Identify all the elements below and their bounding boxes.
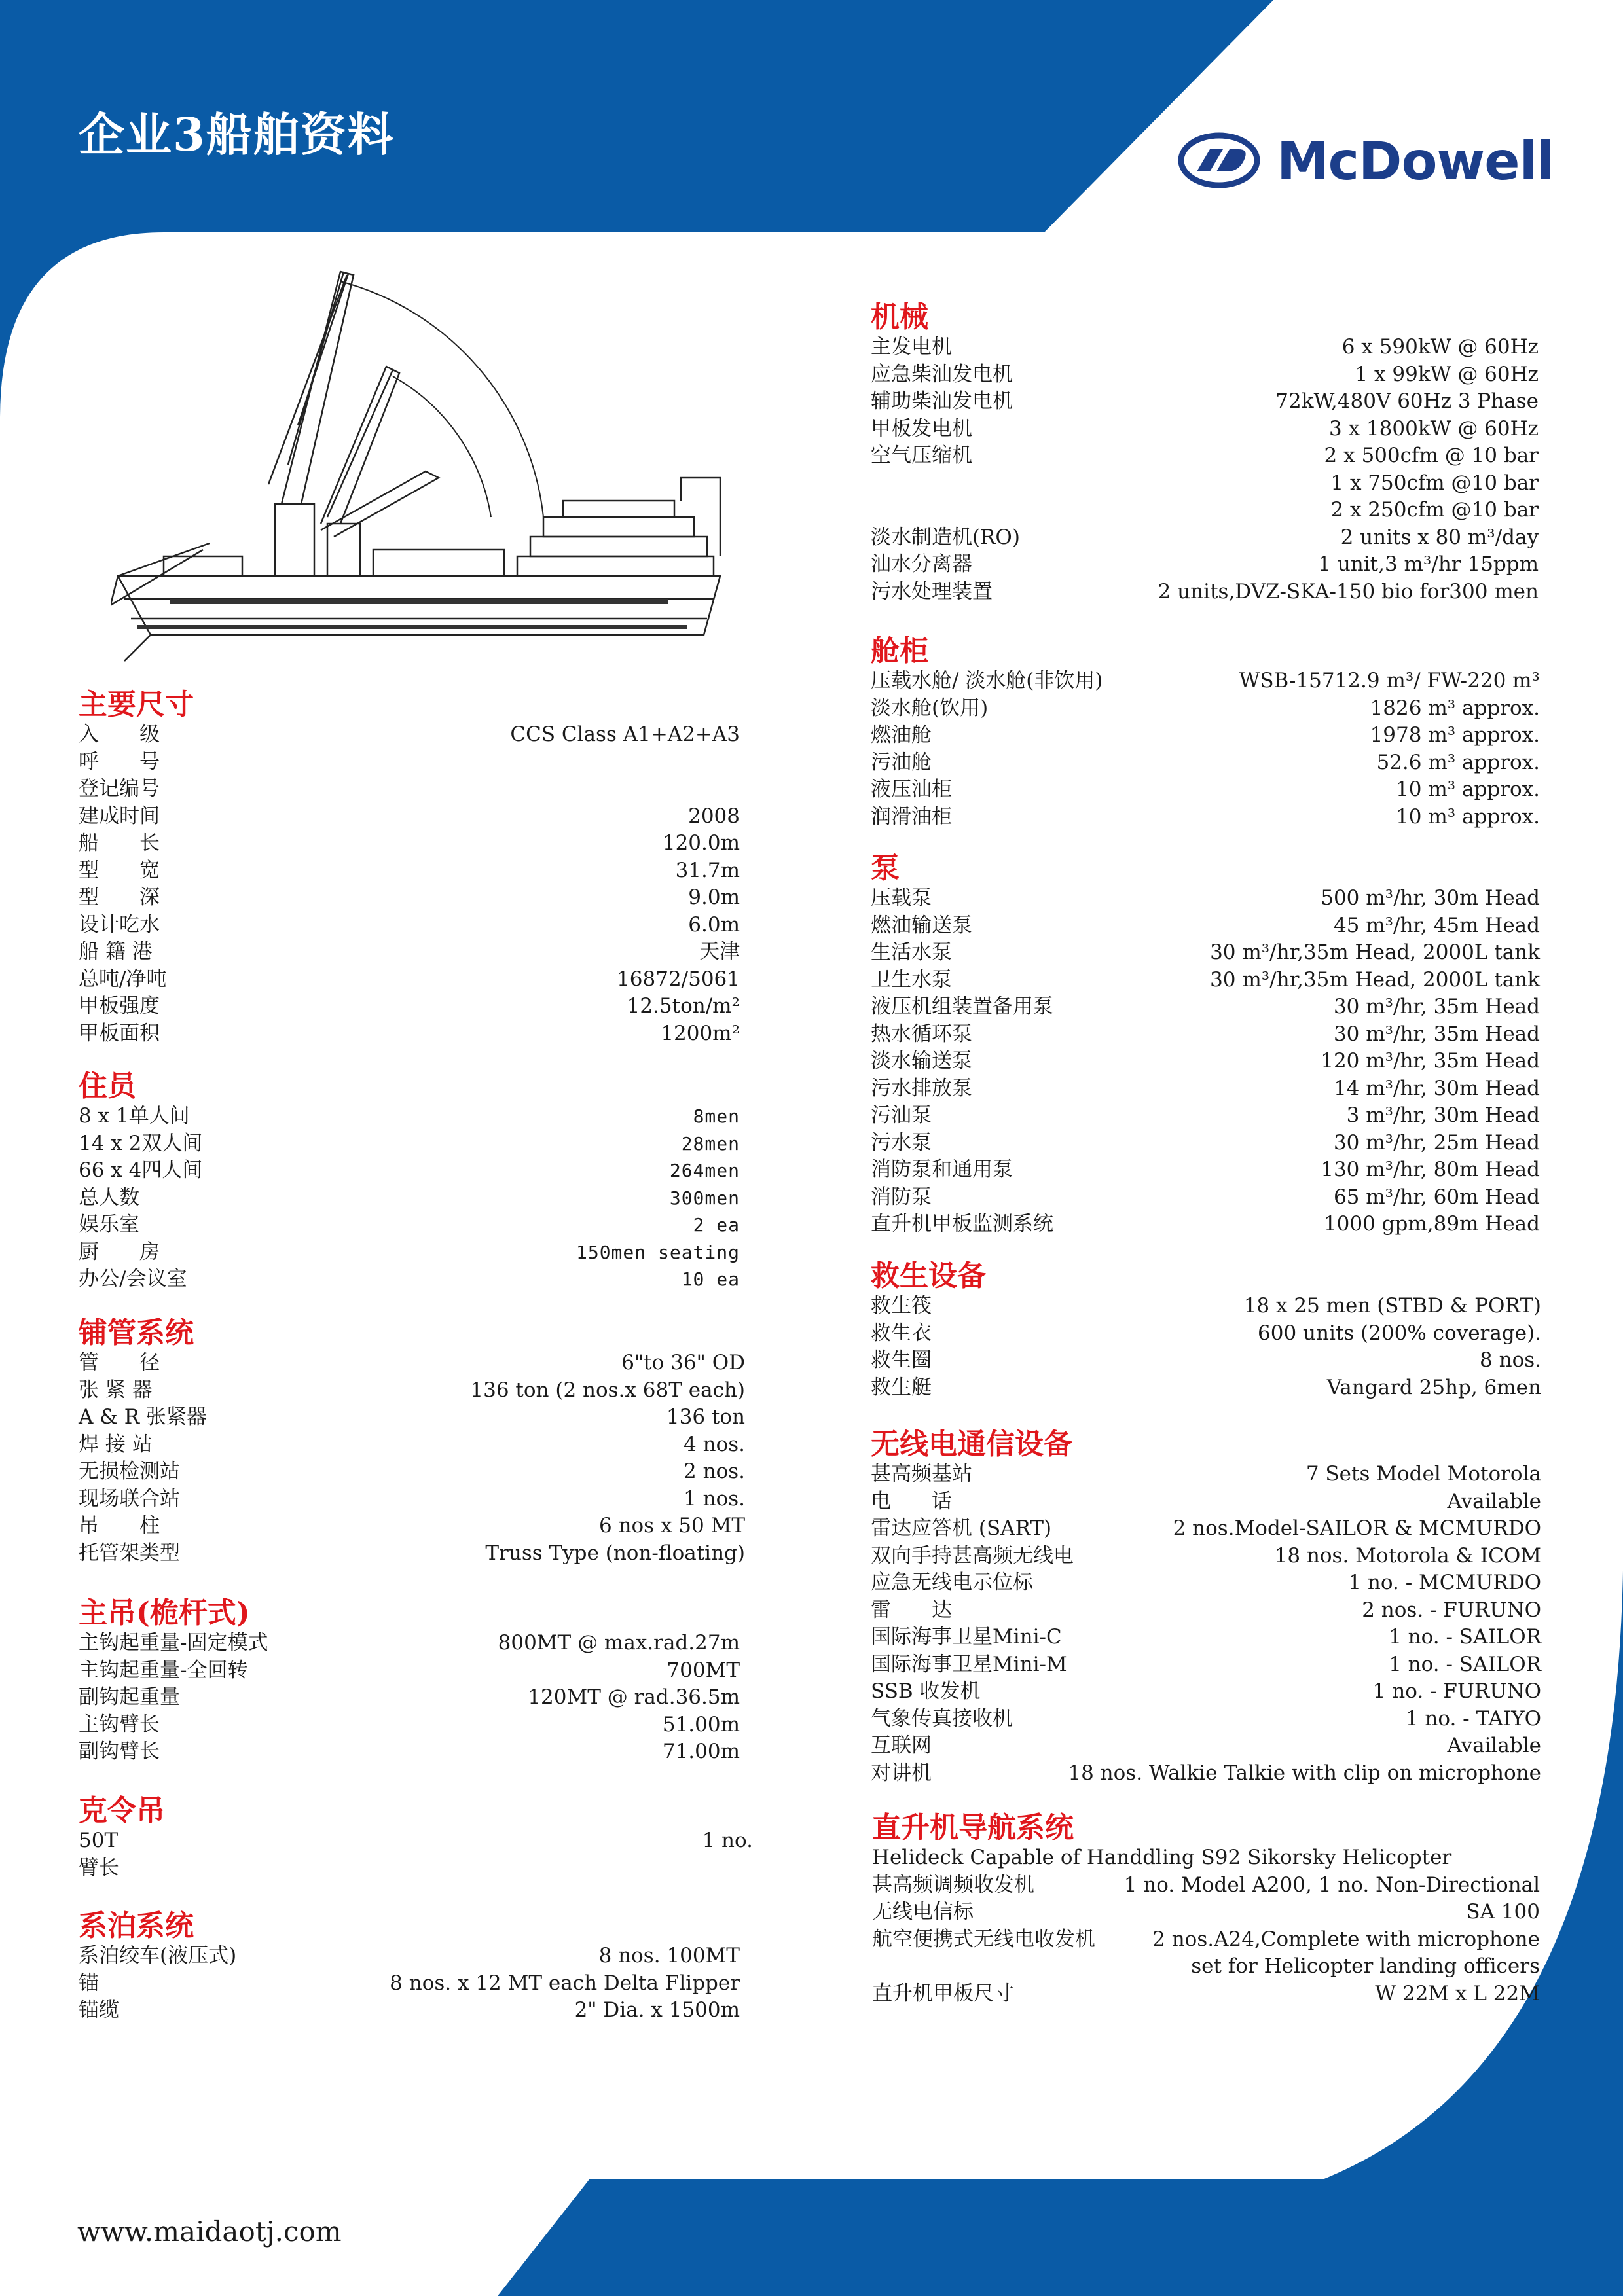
spec-row (871, 442, 1539, 470)
spec-value: SA 100 (1466, 1900, 1540, 1924)
spec-label: 污水排放泵 (871, 1076, 972, 1100)
spec-row (79, 1020, 740, 1048)
spec-row (79, 1513, 745, 1540)
spec-value: 30 m³/hr,35m Head, 2000L tank (1210, 941, 1540, 964)
spec-row (871, 885, 1540, 912)
spec-row (871, 1543, 1541, 1570)
section-main-crane (79, 1597, 740, 1766)
spec-label: 应急无线电示位标 (871, 1571, 1033, 1594)
spec-label: 锚 (79, 1971, 99, 1995)
spec-label: 救生艇 (871, 1375, 932, 1399)
spec-value: 1 no. - SAILOR (1389, 1652, 1541, 1676)
spec-label: A & R 张紧器 (79, 1405, 207, 1429)
spec-row (871, 776, 1540, 804)
spec-label: 总吨/净吨 (79, 967, 167, 991)
spec-value: 10 m³ approx. (1396, 778, 1540, 801)
spec-value: 1 no. - TAIYO (1405, 1706, 1541, 1731)
spec-value: 6 nos x 50 MT (598, 1514, 745, 1537)
spec-label: 液压机组装置备用泵 (871, 995, 1053, 1018)
section-title: 机械 (871, 300, 928, 334)
section-crane (79, 1795, 753, 1882)
spec-row (872, 1899, 1540, 1926)
spec-row (79, 1185, 740, 1212)
spec-label: 气象传真接收机 (871, 1706, 1013, 1731)
spec-value: 2 nos. - FURUNO (1362, 1598, 1541, 1622)
section-title: 直升机导航系统 (872, 1811, 1074, 1844)
spec-label: SSB 收发机 (871, 1679, 981, 1703)
spec-row (871, 1130, 1540, 1157)
spec-row (79, 857, 740, 885)
spec-row (79, 721, 740, 749)
spec-row (871, 1347, 1541, 1374)
spec-value: 8 nos. x 12 MT each Delta Flipper (390, 1971, 740, 1995)
spec-value: 120MT @ rad.36.5m (528, 1685, 740, 1709)
spec-value: 4 nos. (684, 1432, 745, 1456)
mcdowell-emblem-icon (1178, 131, 1264, 190)
spec-label: 应急柴油发电机 (871, 362, 1013, 386)
spec-label: 甚高频调频收发机 (872, 1873, 1034, 1897)
section-tanks (871, 635, 1540, 831)
spec-value: 2 x 250cfm @10 bar (1330, 498, 1539, 522)
spec-label: 入 级 (79, 723, 160, 746)
spec-value: 1 nos. (684, 1486, 745, 1511)
spec-row (79, 1827, 753, 1855)
spec-row (871, 1102, 1540, 1130)
spec-value: 150men seating (575, 1241, 740, 1263)
spec-row (79, 1266, 740, 1293)
spec-label: 呼 号 (79, 749, 160, 774)
spec-value: 130 m³/hr, 80m Head (1321, 1158, 1540, 1181)
spec-row (871, 1488, 1541, 1516)
spec-label: 消防泵 (871, 1185, 932, 1209)
section-title: 无线电通信设备 (871, 1427, 1072, 1461)
spec-value: 10 m³ approx. (1396, 804, 1540, 829)
spec-label: 副钩起重量 (79, 1685, 180, 1709)
spec-label: 污油舱 (871, 750, 932, 774)
spec-label: 淡水制造机(RO) (871, 525, 1020, 549)
spec-value: 51.00m (662, 1712, 740, 1736)
spec-label: 66 x 4四人间 (79, 1158, 203, 1182)
spec-row (79, 1738, 740, 1766)
spec-label: 电 话 (871, 1489, 952, 1513)
spec-label: 压载泵 (871, 886, 932, 910)
spec-row (79, 993, 740, 1020)
helideck-capability: Helideck Capable of Handdling S92 Sikorsky Helicopter (872, 1846, 1452, 1869)
spec-label: 淡水输送泵 (871, 1049, 972, 1073)
spec-label: 润滑油柜 (871, 804, 952, 829)
spec-value: 136 ton (2 nos.x 68T each) (470, 1378, 745, 1402)
spec-value: W 22M x L 22M (1375, 1981, 1540, 2005)
spec-value: 30 m³/hr, 35m Head (1333, 1022, 1540, 1046)
spec-value: 1 no. (702, 1829, 753, 1852)
spec-value: 700MT (666, 1658, 740, 1682)
spec-row (871, 749, 1540, 777)
section-title: 主吊(桅杆式) (79, 1596, 250, 1630)
spec-value: 8men (693, 1105, 740, 1127)
spec-value: 2 x 500cfm @ 10 bar (1324, 444, 1539, 467)
spec-row (871, 1651, 1541, 1679)
spec-value: 天津 (699, 940, 740, 963)
spec-value: 1000 gpm,89m Head (1323, 1212, 1540, 1236)
spec-row (79, 749, 740, 776)
spec-row (79, 1130, 740, 1158)
spec-value: Truss Type (non-floating) (485, 1541, 745, 1565)
spec-value: WSB-15712.9 m³/ FW-220 m³ (1239, 669, 1540, 692)
spec-value: 18 nos. Motorola & ICOM (1274, 1543, 1541, 1568)
spec-label: 型 宽 (79, 858, 160, 882)
spec-value: 14 m³/hr, 30m Head (1333, 1076, 1540, 1100)
website-url[interactable]: www.maidaotj.com (77, 2215, 342, 2248)
spec-row (871, 470, 1539, 497)
spec-label: 托管架类型 (79, 1541, 180, 1565)
spec-value: 3 m³/hr, 30m Head (1346, 1103, 1540, 1127)
section-title: 救生设备 (871, 1259, 986, 1293)
spec-row (871, 361, 1539, 389)
section-pumps (871, 852, 1540, 1238)
spec-value: 3 x 1800kW @ 60Hz (1329, 416, 1539, 440)
spec-value: 600 units (200% coverage). (1258, 1321, 1541, 1345)
spec-row (871, 939, 1540, 967)
spec-label: 救生衣 (871, 1321, 932, 1345)
spec-label: 液压油柜 (871, 778, 952, 801)
spec-row (79, 1855, 753, 1882)
spec-row (871, 1678, 1541, 1706)
spec-value: 1200m² (661, 1021, 740, 1045)
section-helicopter (872, 1812, 1540, 2007)
spec-value: 72kW,480V 60Hz 3 Phase (1275, 389, 1539, 413)
spec-value: 800MT @ max.rad.27m (498, 1631, 740, 1655)
spec-label: 燃油舱 (871, 723, 932, 747)
section-main-dimensions (79, 689, 740, 1047)
spec-label: 主钩起重量-全回转 (79, 1658, 248, 1682)
spec-row (871, 967, 1540, 994)
spec-value: 2 nos.A24,Complete with microphone (1152, 1927, 1540, 1951)
spec-value: 16872/5061 (617, 967, 740, 991)
spec-row (871, 1624, 1541, 1651)
spec-label: 设计吃水 (79, 912, 160, 937)
spec-row (871, 524, 1539, 552)
spec-value: 18 nos. Walkie Talkie with clip on microphone (1068, 1761, 1541, 1785)
spec-label: 雷达应答机 (SART) (871, 1516, 1052, 1540)
spec-label: 污水处理装置 (871, 579, 993, 603)
spec-row (79, 912, 740, 939)
spec-row (871, 1293, 1541, 1320)
spec-value: 45 m³/hr, 45m Head (1333, 913, 1540, 937)
section-accommodation (79, 1070, 740, 1293)
spec-value: 30 m³/hr,35m Head, 2000L tank (1210, 967, 1540, 992)
spec-row (871, 1021, 1540, 1049)
spec-row (871, 1515, 1541, 1543)
spec-row (871, 722, 1540, 749)
spec-row (79, 1970, 740, 1998)
spec-value: 9.0m (688, 886, 740, 909)
spec-value: 7 Sets Model Motorola (1305, 1462, 1541, 1486)
spec-row (79, 939, 740, 966)
spec-label: 管 径 (79, 1351, 160, 1374)
spec-label: 辅助柴油发电机 (871, 389, 1013, 413)
spec-label: 国际海事卫星Mini-C (871, 1625, 1062, 1649)
spec-value: 31.7m (675, 858, 740, 882)
spec-value: 2 nos. (684, 1460, 745, 1483)
spec-label: 型 深 (79, 886, 160, 909)
spec-row (79, 966, 740, 994)
spec-row (79, 1377, 745, 1405)
spec-label: 焊 接 站 (79, 1432, 153, 1456)
spec-value: 1 no. - FURUNO (1372, 1679, 1541, 1703)
spec-value: 1 x 750cfm @10 bar (1330, 471, 1539, 495)
spec-value: 264men (669, 1160, 740, 1181)
spec-value: 6 x 590kW @ 60Hz (1341, 335, 1539, 359)
section-pipelay (79, 1317, 745, 1567)
spec-label: 直升机甲板监测系统 (871, 1212, 1053, 1236)
spec-label: 油水分离器 (871, 552, 972, 576)
spec-row (871, 1374, 1541, 1402)
spec-row (872, 1953, 1540, 1981)
spec-row (871, 912, 1540, 940)
spec-label: 卫生水泵 (871, 967, 952, 992)
spec-label: 建成时间 (79, 804, 160, 828)
spec-value: 2" Dia. x 1500m (574, 1998, 740, 2022)
spec-row (79, 1486, 745, 1513)
spec-value: 136 ton (666, 1405, 745, 1429)
page-title: 企业3船舶资料 (79, 107, 395, 162)
section-title: 铺管系统 (79, 1316, 194, 1350)
spec-row (79, 1657, 740, 1685)
spec-label: 娱乐室 (79, 1213, 139, 1236)
spec-row (871, 1706, 1541, 1733)
spec-label: 互联网 (871, 1734, 932, 1757)
spec-value: 8 nos. 100MT (598, 1944, 740, 1967)
section-machinery (871, 301, 1539, 605)
spec-label: 办公/会议室 (79, 1267, 187, 1291)
spec-value: 1 no. - MCMURDO (1348, 1571, 1541, 1594)
spec-label: 淡水舱(饮用) (871, 696, 989, 720)
spec-label: 主发电机 (871, 335, 952, 359)
spec-label: 主钩起重量-固定模式 (79, 1631, 268, 1655)
spec-row (79, 830, 740, 857)
spec-label: 生活水泵 (871, 941, 952, 964)
spec-label: 厨 房 (79, 1240, 160, 1264)
spec-label: 无线电信标 (872, 1900, 974, 1924)
spec-row (871, 1048, 1540, 1075)
spec-label: 船 长 (79, 831, 160, 855)
spec-label: 船 籍 港 (79, 940, 153, 963)
spec-label: 救生圈 (871, 1348, 932, 1372)
spec-label: 甲板强度 (79, 994, 160, 1018)
spec-row (871, 416, 1539, 443)
spec-value: Vangard 25hp, 6men (1326, 1375, 1541, 1399)
spec-row (871, 695, 1540, 723)
spec-value: set for Helicopter landing officers (1191, 1954, 1540, 1978)
spec-row (79, 1211, 740, 1239)
spec-label: 甚高频基站 (871, 1462, 972, 1486)
bottom-band (498, 2179, 1623, 2296)
company-logo (1178, 131, 1554, 192)
spec-label: 50T (79, 1829, 119, 1852)
spec-row (871, 804, 1540, 831)
spec-row (79, 1458, 745, 1486)
spec-label: 空气压缩机 (871, 444, 972, 467)
spec-row (871, 1211, 1540, 1238)
spec-label: 无损检测站 (79, 1460, 180, 1483)
spec-value: 1 no. Model A200, 1 no. Non-Directional (1123, 1873, 1540, 1897)
spec-row (871, 1732, 1541, 1760)
spec-row (79, 884, 740, 912)
spec-label: 消防泵和通用泵 (871, 1158, 1013, 1181)
spec-row (872, 1926, 1540, 1954)
spec-label: 张 紧 器 (79, 1378, 153, 1402)
spec-label: 主钩臂长 (79, 1712, 160, 1736)
section-lifesaving (871, 1260, 1541, 1401)
spec-row (871, 1184, 1540, 1211)
spec-label: 国际海事卫星Mini-M (871, 1652, 1067, 1676)
spec-value: Available (1447, 1734, 1541, 1757)
spec-value: 10 ea (681, 1268, 740, 1290)
spec-row (871, 668, 1540, 695)
spec-value: 6"to 36" OD (621, 1351, 745, 1374)
spec-value: 2 ea (693, 1214, 740, 1236)
spec-row (872, 1872, 1540, 1899)
spec-value: 1826 m³ approx. (1370, 696, 1540, 720)
spec-value: CCS Class A1+A2+A3 (510, 723, 740, 746)
spec-row (79, 1103, 740, 1130)
spec-label: 污油泵 (871, 1103, 932, 1127)
spec-value: 2 units,DVZ-SKA-150 bio for300 men (1158, 579, 1539, 603)
spec-row (872, 1981, 1540, 2008)
spec-row (871, 1760, 1541, 1787)
spec-value: 18 x 25 men (STBD & PORT) (1243, 1294, 1541, 1318)
spec-value: 6.0m (688, 912, 740, 937)
brand-name: McDowell (1277, 131, 1554, 192)
spec-row (79, 803, 740, 831)
spec-value: 120 m³/hr, 35m Head (1321, 1049, 1540, 1073)
spec-label: 现场联合站 (79, 1486, 180, 1511)
spec-label: 臂长 (79, 1856, 119, 1880)
section-title: 克令吊 (79, 1794, 165, 1827)
spec-row (79, 1239, 740, 1266)
spec-label: 锚缆 (79, 1998, 119, 2022)
spec-value: 1 no. - SAILOR (1389, 1625, 1541, 1649)
spec-row (871, 994, 1540, 1021)
spec-row (871, 334, 1539, 361)
section-title: 系泊系统 (79, 1909, 194, 1943)
spec-row (79, 1630, 740, 1657)
spec-row (79, 1712, 740, 1739)
spec-value: 1978 m³ approx. (1370, 723, 1540, 747)
spec-value: 300men (669, 1187, 740, 1209)
spec-value: 30 m³/hr, 25m Head (1333, 1130, 1540, 1155)
spec-row (871, 551, 1539, 579)
spec-label: 对讲机 (871, 1761, 932, 1785)
spec-value: 30 m³/hr, 35m Head (1333, 995, 1540, 1018)
spec-value: Available (1447, 1489, 1541, 1513)
spec-value: 65 m³/hr, 60m Head (1333, 1185, 1540, 1209)
spec-value: 2 nos.Model-SAILOR & MCMURDO (1173, 1516, 1541, 1540)
spec-label: 甲板面积 (79, 1021, 160, 1045)
spec-row (79, 1157, 740, 1185)
spec-value: 2008 (688, 804, 740, 828)
spec-label: 14 x 2双人间 (79, 1131, 203, 1155)
spec-row (871, 1075, 1540, 1103)
spec-row (871, 497, 1539, 524)
spec-value: 1 x 99kW @ 60Hz (1355, 362, 1539, 386)
spec-label: 吊 柱 (79, 1514, 160, 1537)
vessel-illustration (111, 268, 740, 674)
spec-label: 污水泵 (871, 1130, 932, 1155)
spec-row (79, 1540, 745, 1568)
section-title: 泵 (871, 852, 900, 885)
spec-row (79, 1404, 745, 1431)
section-mooring (79, 1910, 740, 2024)
spec-label: 热水循环泵 (871, 1022, 972, 1046)
spec-row (871, 1461, 1541, 1488)
spec-row (79, 1943, 740, 1970)
spec-row (79, 1684, 740, 1712)
spec-label: 系泊绞车(液压式) (79, 1944, 237, 1967)
spec-value: 52.6 m³ approx. (1376, 750, 1540, 774)
section-title: 舱柜 (871, 634, 928, 668)
spec-label: 雷 达 (871, 1598, 952, 1622)
section-title: 住员 (79, 1069, 136, 1103)
spec-label: 总人数 (79, 1185, 139, 1210)
spec-label: 救生筏 (871, 1294, 932, 1318)
spec-value: 2 units x 80 m³/day (1340, 525, 1539, 549)
spec-row (79, 776, 740, 803)
section-title: 主要尺寸 (79, 688, 194, 721)
spec-label: 压载水舱/ 淡水舱(非饮用) (871, 669, 1103, 692)
spec-row (79, 1997, 740, 2024)
section-radio (871, 1428, 1541, 1787)
spec-label: 副钩臂长 (79, 1740, 160, 1763)
spec-label: 8 x 1单人间 (79, 1104, 190, 1128)
spec-value: 8 nos. (1480, 1348, 1541, 1372)
spec-label: 燃油输送泵 (871, 913, 972, 937)
spec-label: 双向手持甚高频无线电 (871, 1543, 1074, 1568)
spec-value: 500 m³/hr, 30m Head (1321, 886, 1540, 910)
spec-row (871, 388, 1539, 416)
spec-row (871, 1570, 1541, 1597)
spec-row (79, 1431, 745, 1459)
spec-value: 1 unit,3 m³/hr 15ppm (1318, 552, 1539, 576)
spec-label: 航空便携式无线电收发机 (872, 1927, 1095, 1951)
spec-row (871, 1597, 1541, 1624)
spec-row (871, 1320, 1541, 1348)
spec-label: 甲板发电机 (871, 416, 972, 440)
spec-row (79, 1350, 745, 1377)
spec-value: 28men (681, 1132, 740, 1155)
spec-row (871, 579, 1539, 606)
spec-value: 71.00m (662, 1740, 740, 1763)
spec-label: 登记编号 (79, 777, 160, 800)
spec-label: 直升机甲板尺寸 (872, 1981, 1014, 2005)
spec-row (871, 1157, 1540, 1184)
spec-value: 120.0m (662, 831, 740, 855)
spec-value: 12.5ton/m² (627, 994, 740, 1018)
